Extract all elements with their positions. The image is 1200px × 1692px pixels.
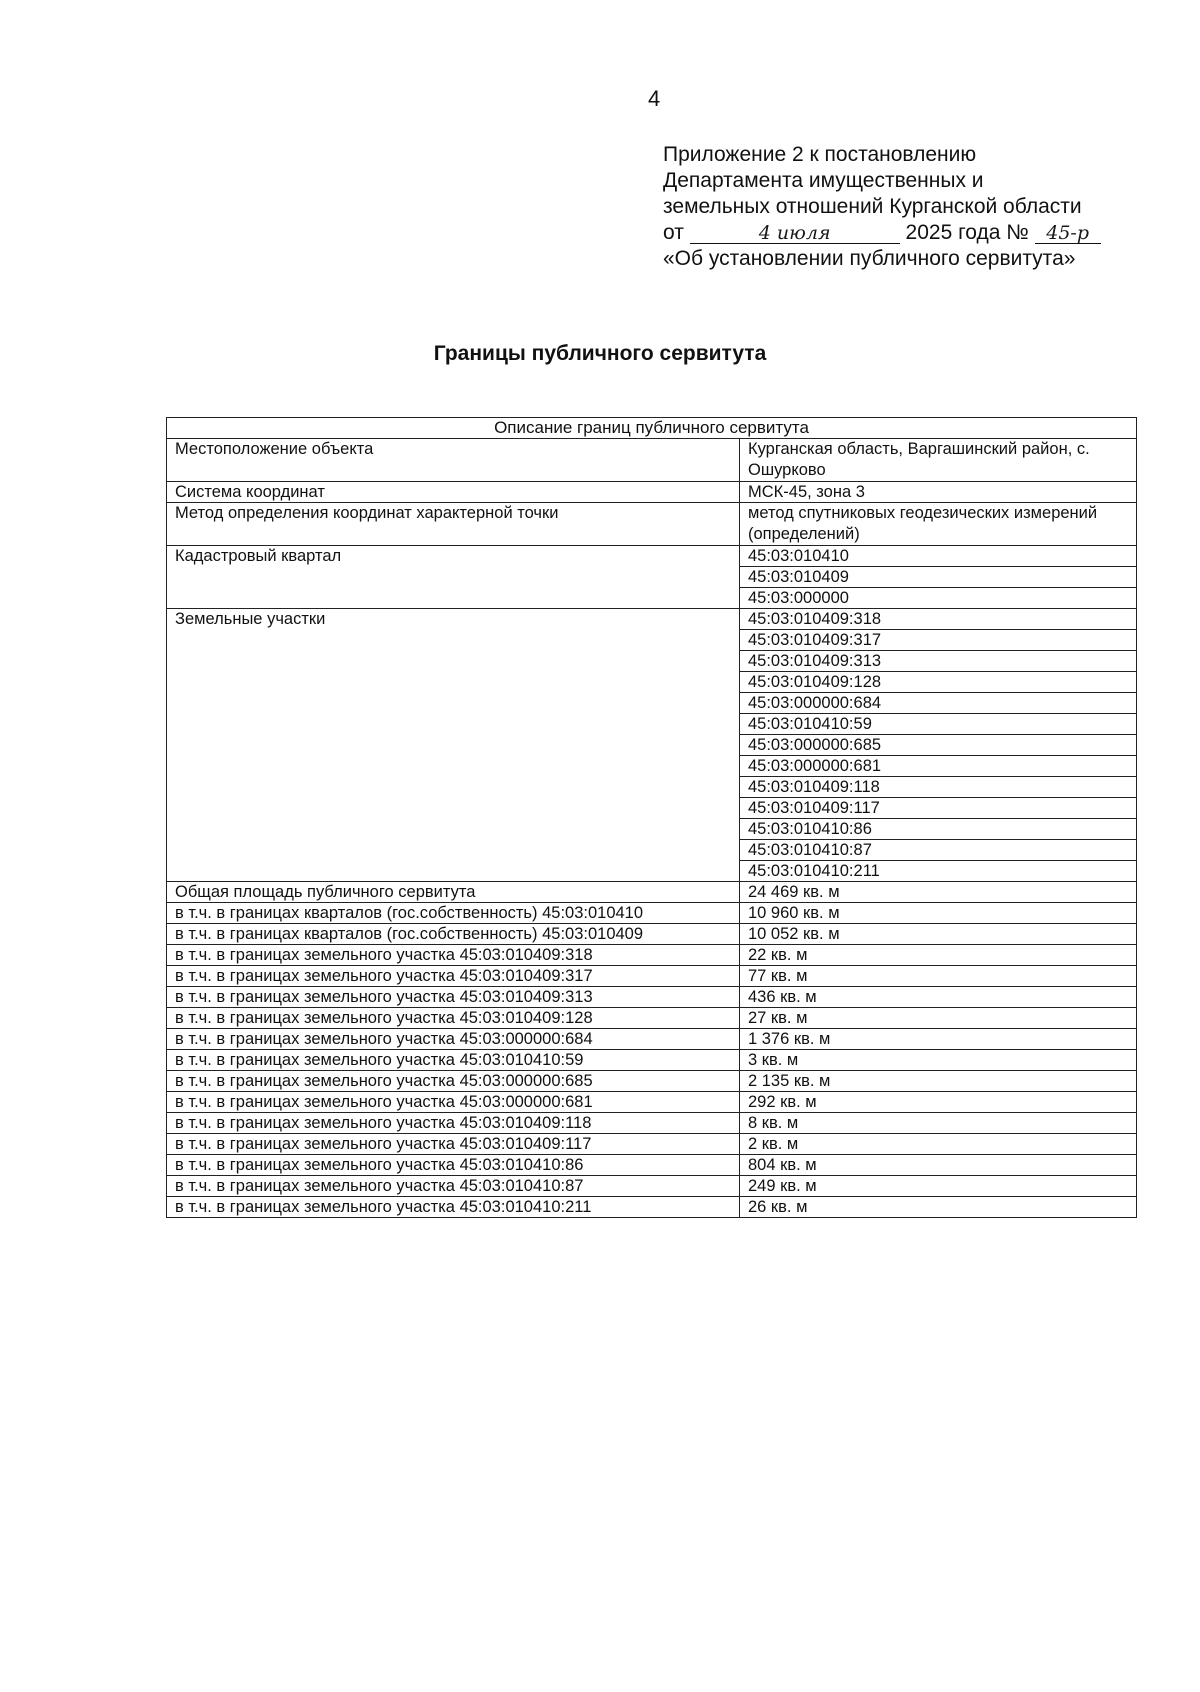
area-row (167, 1155, 1137, 1176)
area-value: 292 кв. м (740, 1092, 1137, 1113)
area-value: 436 кв. м (740, 987, 1137, 1008)
table-row (167, 546, 1137, 567)
table-header-row (167, 418, 1137, 439)
land-parcel-value: 45:03:010410:59 (740, 714, 1137, 735)
crs-value: МСК-45, зона 3 (740, 482, 1137, 503)
area-value: 2 135 кв. м (740, 1071, 1137, 1092)
area-value: 1 376 кв. м (740, 1029, 1137, 1050)
area-row (167, 1029, 1137, 1050)
cadastral-quarter-value: 45:03:010409 (740, 567, 1137, 588)
area-row (167, 1008, 1137, 1029)
appendix-line-2: Департамента имущественных и (663, 169, 984, 192)
page-number: 4 (648, 86, 661, 111)
method-value: метод спутниковых геодезических измерений (определений) (740, 503, 1137, 546)
area-value: 3 кв. м (740, 1050, 1137, 1071)
cadastral-quarter-label: Кадастровый квартал (167, 546, 740, 609)
land-parcel-value: 45:03:010409:128 (740, 672, 1137, 693)
area-label: в т.ч. в границах земельного участка 45:03:010410:59 (167, 1050, 740, 1071)
table-header: Описание границ публичного сервитута (167, 418, 1137, 439)
area-value: 22 кв. м (740, 945, 1137, 966)
appendix-line-1: Приложение 2 к постановлению (663, 143, 977, 166)
handwritten-number: 45-р (1035, 223, 1101, 244)
area-value: 77 кв. м (740, 966, 1137, 987)
land-parcel-value: 45:03:010409:313 (740, 651, 1137, 672)
area-value: 10 960 кв. м (740, 903, 1137, 924)
area-value: 2 кв. м (740, 1134, 1137, 1155)
area-row (167, 966, 1137, 987)
area-label: в т.ч. в границах земельного участка 45:03:000000:685 (167, 1071, 740, 1092)
area-value: 804 кв. м (740, 1155, 1137, 1176)
area-label: в т.ч. в границах земельного участка 45:03:010409:117 (167, 1134, 740, 1155)
appendix-reference (663, 142, 1163, 272)
table-row (167, 482, 1137, 503)
area-label: в т.ч. в границах земельного участка 45:03:010409:313 (167, 987, 740, 1008)
area-label: в т.ч. в границах земельного участка 45:03:000000:684 (167, 1029, 740, 1050)
cadastral-quarter-value: 45:03:000000 (740, 588, 1137, 609)
area-label: в т.ч. в границах земельного участка 45:03:010409:118 (167, 1113, 740, 1134)
land-parcels-label: Земельные участки (167, 609, 740, 882)
area-value: 8 кв. м (740, 1113, 1137, 1134)
table-row (167, 503, 1137, 546)
area-row (167, 903, 1137, 924)
land-parcel-value: 45:03:010409:118 (740, 777, 1137, 798)
area-label: в т.ч. в границах кварталов (гос.собственность) 45:03:010409 (167, 924, 740, 945)
method-label: Метод определения координат характерной точки (167, 503, 740, 546)
land-parcel-value: 45:03:010409:117 (740, 798, 1137, 819)
land-parcel-value: 45:03:000000:685 (740, 735, 1137, 756)
location-value: Курганская область, Варгашинский район, с. Ошурково (740, 439, 1137, 482)
area-row (167, 1134, 1137, 1155)
area-row (167, 924, 1137, 945)
area-row (167, 1197, 1137, 1218)
crs-label: Система координат (167, 482, 740, 503)
land-parcel-value: 45:03:000000:684 (740, 693, 1137, 714)
appendix-line-4 (663, 220, 1163, 246)
area-row (167, 1092, 1137, 1113)
year-text: 2025 года № (905, 221, 1029, 244)
land-parcel-value: 45:03:010410:211 (740, 861, 1137, 882)
area-value: 24 469 кв. м (740, 882, 1137, 903)
area-row (167, 945, 1137, 966)
area-row (167, 882, 1137, 903)
area-label: в т.ч. в границах земельного участка 45:03:010410:87 (167, 1176, 740, 1197)
area-label: в т.ч. в границах земельного участка 45:03:010409:318 (167, 945, 740, 966)
land-parcel-value: 45:03:010410:87 (740, 840, 1137, 861)
area-label: в т.ч. в границах земельного участка 45:03:010410:86 (167, 1155, 740, 1176)
area-value: 249 кв. м (740, 1176, 1137, 1197)
area-label: в т.ч. в границах земельного участка 45:03:000000:681 (167, 1092, 740, 1113)
land-parcel-value: 45:03:010410:86 (740, 819, 1137, 840)
area-value: 10 052 кв. м (740, 924, 1137, 945)
table-row (167, 609, 1137, 630)
area-row (167, 1050, 1137, 1071)
area-label: в т.ч. в границах земельного участка 45:03:010410:211 (167, 1197, 740, 1218)
appendix-line-5: «Об установлении публичного сервитута» (663, 247, 1076, 270)
area-label: Общая площадь публичного сервитута (167, 882, 740, 903)
area-label: в т.ч. в границах кварталов (гос.собственность) 45:03:010410 (167, 903, 740, 924)
area-label: в т.ч. в границах земельного участка 45:03:010409:128 (167, 1008, 740, 1029)
boundaries-table (166, 417, 1137, 1218)
land-parcel-value: 45:03:000000:681 (740, 756, 1137, 777)
area-label: в т.ч. в границах земельного участка 45:03:010409:317 (167, 966, 740, 987)
area-row (167, 1176, 1137, 1197)
from-label: от (663, 221, 684, 244)
appendix-line-3: земельных отношений Курганской области (663, 195, 1082, 218)
area-row (167, 1071, 1137, 1092)
land-parcel-value: 45:03:010409:318 (740, 609, 1137, 630)
area-value: 26 кв. м (740, 1197, 1137, 1218)
handwritten-date: 4 июля (690, 223, 900, 244)
cadastral-quarter-value: 45:03:010410 (740, 546, 1137, 567)
location-label: Местоположение объекта (167, 439, 740, 482)
land-parcel-value: 45:03:010409:317 (740, 630, 1137, 651)
document-title: Границы публичного сервитута (433, 342, 767, 365)
table-row (167, 439, 1137, 482)
area-row (167, 1113, 1137, 1134)
area-row (167, 987, 1137, 1008)
area-value: 27 кв. м (740, 1008, 1137, 1029)
